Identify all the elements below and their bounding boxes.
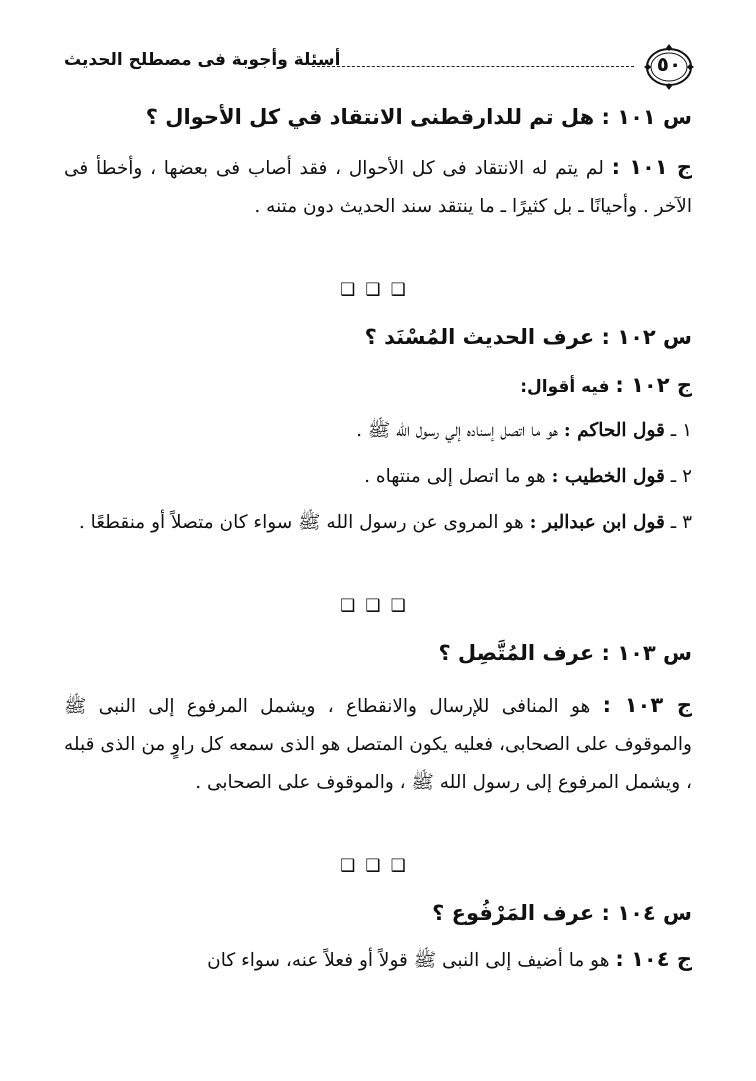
answer-103 <box>64 686 692 802</box>
item-term: قول الخطيب : <box>551 466 665 487</box>
answer-103-label: ج ١٠٣ : <box>602 693 693 717</box>
item-number: ٣ ـ <box>670 512 692 533</box>
item-number: ٢ ـ <box>670 466 692 487</box>
answer-101-text: لم يتم له الانتقاد فى كل الأحوال ، فقد أصاب فى بعضها ، وأخطأ فى الآخر . وأحيانًا ـ بل كثيرًا ـ ما ينتقد سند الحديث دون متنه . <box>64 158 692 217</box>
question-104: س ١٠٤ : عرف المَرْفُوع ؟ <box>432 901 692 925</box>
item-term: قول الحاكم : <box>563 420 665 441</box>
question-103: س ١٠٣ : عرف المُتَّصِل ؟ <box>438 641 692 665</box>
running-title: أسئلة وأجوبة فى مصطلح الحديث <box>64 50 341 70</box>
page-number-badge <box>642 42 696 92</box>
page-header <box>60 42 682 100</box>
question-101: س ١٠١ : هل تم للدارقطنى الانتقاد في كل الأحوال ؟ <box>145 105 692 129</box>
answer-101-label: ج ١٠١ : <box>611 155 692 179</box>
item-term: قول ابن عبدالبر : <box>529 512 665 533</box>
answer-104-text: هو ما أضيف إلى النبى ﷺ قولاً أو فعلاً عنه، سواء كان <box>207 950 610 971</box>
answer-103-text: هو المنافى للإرسال والانقطاع ، ويشمل المرفوع إلى النبى ﷺ والموقوف على الصحابى، فعليه يكون المتصل هو الذى سمعه كل راوٍ من الذى قبله ، ويشمل المرفوع إلى رسول الله ﷺ ، والموقوف على الصحابى . <box>64 696 692 793</box>
section-divider: ❑❑❑ <box>340 596 416 616</box>
section-divider: ❑❑❑ <box>340 856 416 876</box>
answer-104-label: ج ١٠٤ : <box>615 947 692 971</box>
question-102: س ١٠٢ : عرف الحديث المُسْنَد ؟ <box>364 325 692 349</box>
section-divider: ❑❑❑ <box>340 280 416 300</box>
answer-101 <box>64 148 692 226</box>
answer-102-label: ج ١٠٢ : <box>615 373 692 397</box>
answer-104 <box>64 940 692 980</box>
item-text: هو المروى عن رسول الله ﷺ سواء كان متصلاً أو منقطعًا . <box>78 512 524 533</box>
header-rule <box>312 66 634 67</box>
page-number: ٥٠ <box>656 52 682 76</box>
definition-item-2 <box>64 458 692 496</box>
item-text: هو ما اتصل إسناده إلي رسول الله ﷺ . <box>356 420 558 441</box>
definition-item-1 <box>64 412 692 450</box>
definition-item-3 <box>64 504 692 542</box>
answer-102-intro <box>64 366 692 406</box>
answer-102-intro-text: فيه أقوال: <box>520 377 610 397</box>
item-text: هو ما اتصل إلى منتهاه . <box>364 466 546 487</box>
item-number: ١ ـ <box>670 420 692 441</box>
